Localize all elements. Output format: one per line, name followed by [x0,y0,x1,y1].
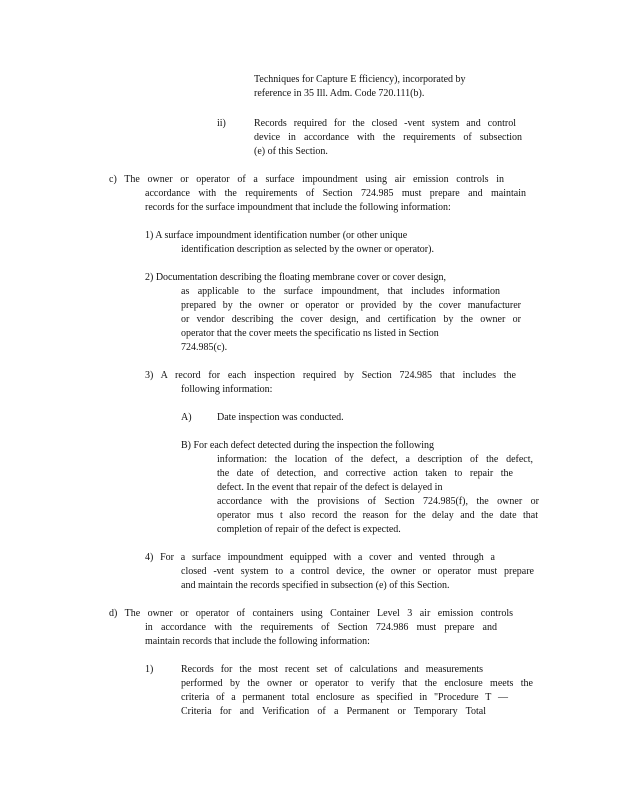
text-line: 4) For a surface impoundment equipped with a cover and vented through a [145,552,495,563]
text-line: the date of detection, and corrective action taken to repair the [217,468,513,479]
text-line: identification description as selected by the owner or operator). [181,244,434,255]
text-line: in accordance with the requirements of Section 724.986 must prepare and [145,622,497,633]
text-line: or vendor describing the cover design, and certification by the owner or [181,314,521,325]
item-number: 1) [145,664,154,675]
text-line: and maintain the records specified in subsection (e) of this Section. [181,580,450,591]
text-line: information: the location of the defect, a description of the defect, [217,454,533,465]
text-line: c) The owner or operator of a surface impoundment using air emission controls in [109,174,504,185]
text-line: 2) Documentation describing the floating membrane cover or cover design, [145,272,447,283]
text-line: records for the surface impoundment that include the following information: [145,202,451,213]
text-line: maintain records that include the following information: [145,636,370,647]
text-line: Techniques for Capture E fficiency), incorporated by [254,74,466,85]
text-line: reference in 35 Ill. Adm. Code 720.111(b). [254,88,425,99]
text-line: Records required for the closed -vent system and control [254,118,516,129]
item-number: A) [181,412,192,423]
text-line: defect. In the event that repair of the defect is delayed in [217,482,443,493]
text-line: criteria of a permanent total enclosure as specified in "Procedure T — [181,692,508,703]
text-line: Records for the most recent set of calculations and measurements [181,664,483,675]
text-line: device in accordance with the requirements of subsection [254,132,522,143]
text-line: 724.985(c). [181,342,228,353]
text-line: accordance with the provisions of Section 724.985(f), the owner or [217,496,539,507]
text-line: d) The owner or operator of containers using Container Level 3 air emission controls [109,608,513,619]
text-line: Criteria for and Verification of a Permanent or Temporary Total [181,706,486,717]
text-line: performed by the owner or operator to verify that the enclosure meets the [181,678,533,689]
text-line: closed -vent system to a control device, the owner or operator must prepare [181,566,534,577]
text-line: 1) A surface impoundment identification number (or other unique [145,230,408,241]
text-line: Date inspection was conducted. [217,412,344,423]
text-line: following information: [181,384,273,395]
text-line: B) For each defect detected during the inspection the following [181,440,434,451]
text-line: (e) of this Section. [254,146,328,157]
text-line: prepared by the owner or operator or provided by the cover manufacturer [181,300,521,311]
text-line: accordance with the requirements of Section 724.985 must prepare and maintain [145,188,526,199]
text-line: operator that the cover meets the specificatio ns listed in Section [181,328,439,339]
text-line: completion of repair of the defect is expected. [217,524,401,535]
text-line: operator mus t also record the reason for the delay and the date that [217,510,538,521]
text-line: as applicable to the surface impoundment, that includes information [181,286,500,297]
item-number: ii) [217,118,226,129]
text-line: 3) A record for each inspection required by Section 724.985 that includes the [145,370,516,381]
